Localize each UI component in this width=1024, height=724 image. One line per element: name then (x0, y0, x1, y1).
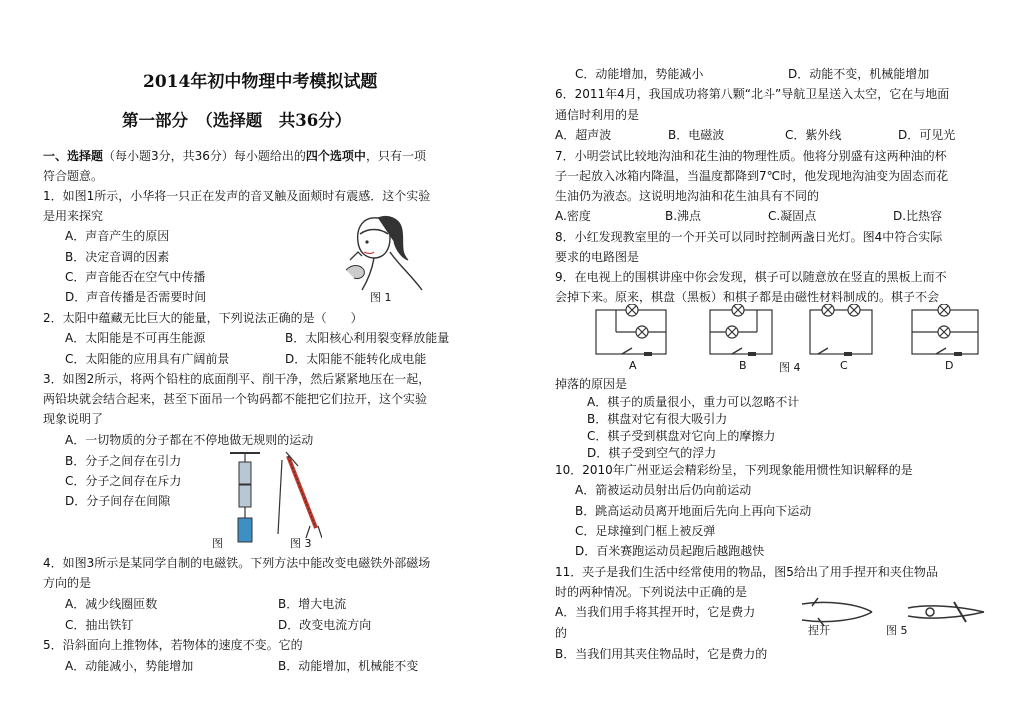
q9-stem: 9．在电视上的围棋讲座中你会发现，棋子可以随意放在竖直的黑板上而不 (555, 270, 947, 284)
figure-5-caption: 图 5 (886, 624, 908, 637)
q8-stem: 8．小红发现教室里的一个开关可以同时控制两盏日光灯。图4中符合实际 (555, 230, 943, 244)
q1-stem-2: 是用来探究 (43, 209, 104, 223)
section-cont: 符合题意。 (43, 169, 104, 183)
q9-stem-3: 掉落的原因是 (555, 377, 628, 391)
q7-option-b[interactable]: B.沸点 (665, 209, 702, 223)
q4-option-a[interactable]: A．减少线圈匝数 (65, 597, 158, 611)
q1-option-b[interactable]: B．决定音调的因素 (65, 250, 170, 264)
q4-stem: 4．如图3所示是某同学自制的电磁铁。下列方法中能改变电磁铁外部磁场 (43, 556, 431, 570)
q1-stem: 1．如图1所示，小华将一只正在发声的音叉触及面颊时有震感．这个实验 (43, 189, 431, 203)
q3-stem-3: 现象说明了 (43, 412, 104, 426)
q5-option-b[interactable]: B．动能增加，机械能不变 (278, 659, 419, 673)
q4-option-d[interactable]: D．改变电流方向 (278, 618, 372, 632)
figure-4-label-a: A (629, 359, 637, 372)
q7-stem: 7．小明尝试比较地沟油和花生油的物理性质。他将分别盛有这两种油的杯 (555, 149, 947, 163)
page-title: 2014年初中物理中考模拟试题 (143, 72, 378, 92)
q2-stem: 2．太阳中蕴藏无比巨大的能量，下列说法正确的是（ ） (43, 311, 363, 325)
q2-option-b[interactable]: B．太阳核心利用裂变释放能量 (285, 331, 450, 345)
part-title: 第一部分 （选择题 共36分） (122, 111, 352, 130)
q11-option-a[interactable]: A．当我们用手将其捏开时，它是费力 (555, 605, 756, 619)
q3-option-d[interactable]: D．分子间存在间隙 (65, 494, 171, 508)
q3-option-c[interactable]: C．分子之间存在斥力 (65, 474, 182, 488)
q6-option-c[interactable]: C．紫外线 (785, 128, 842, 142)
q1-option-a[interactable]: A．声音产生的原因 (65, 229, 170, 243)
q9-stem-2: 会掉下来。原来，棋盘（黑板）和棋子都是由磁性材料制成的。棋子不会 (555, 290, 940, 304)
figure-2-lead-cylinders (225, 448, 265, 548)
section-label: 一、选择题 (43, 149, 104, 163)
q1-option-c[interactable]: C．声音能否在空气中传播 (65, 270, 206, 284)
figure-4-caption: 图 4 (779, 361, 801, 374)
q1-option-d[interactable]: D．声音传播是否需要时间 (65, 290, 207, 304)
q11-option-b[interactable]: B．当我们用其夹住物品时，它是费力的 (555, 647, 768, 661)
q5-option-d[interactable]: D．动能不变，机械能增加 (788, 67, 930, 81)
q2-option-c[interactable]: C．太阳能的应用具有广阔前景 (65, 352, 230, 366)
q9-option-d[interactable]: D．棋子受到空气的浮力 (587, 446, 717, 460)
q10-stem: 10．2010年广州亚运会精彩纷呈，下列现象能用惯性知识解释的是 (555, 463, 913, 477)
q6-option-d[interactable]: D．可见光 (898, 128, 956, 142)
q7-option-c[interactable]: C.凝固点 (768, 209, 817, 223)
q7-stem-3: 生油仍为液态。这说明地沟油和花生油具有不同的 (555, 189, 820, 203)
q11-option-a-cont: 的 (555, 626, 568, 640)
q11-stem: 11．夹子是我们生活中经常使用的物品，图5给出了用手捏开和夹住物品 (555, 565, 938, 579)
q7-option-d[interactable]: D.比热容 (893, 209, 943, 223)
q10-option-a[interactable]: A．箭被运动员射出后仍向前运动 (575, 483, 752, 497)
q10-option-c[interactable]: C．足球撞到门框上被反弹 (575, 524, 716, 538)
q9-option-c[interactable]: C．棋子受到棋盘对它向上的摩擦力 (587, 429, 776, 443)
section-tail: ，只有一项 (365, 149, 426, 163)
q4-stem-2: 方向的是 (43, 576, 92, 590)
q4-option-c[interactable]: C．抽出铁钉 (65, 618, 134, 632)
figure-1-caption: 图 1 (370, 291, 392, 304)
figure-5-left-label: 捏开 (808, 624, 830, 637)
q3-option-a[interactable]: A．一切物质的分子都在不停地做无规则的运动 (65, 433, 314, 447)
section-bold: 四个选项中 (305, 149, 366, 163)
figure-1-girl-with-tuning-fork (338, 208, 428, 293)
q7-stem-2: 子一起放入冰箱内降温，当温度都降到7℃时，他发现地沟油变为固态而花 (555, 169, 949, 183)
figure-3-caption: 图 3 (290, 537, 312, 550)
q5-stem: 5．沿斜面向上推物体，若物体的速度不变。它的 (43, 638, 303, 652)
q3-stem-2: 两铅块就会结合起来，甚至下面吊一个钩码都不能把它们拉开，这个实验 (43, 392, 428, 406)
q5-option-c[interactable]: C．动能增加，势能减小 (575, 67, 704, 81)
q6-stem: 6．2011年4月，我国成功将第八颗“北斗”导航卫星送入太空，它在与地面 (555, 87, 950, 101)
figure-4-label-d: D (945, 359, 954, 372)
q3-option-b[interactable]: B．分子之间存在引力 (65, 454, 182, 468)
q7-option-a[interactable]: A.密度 (555, 209, 591, 223)
q8-stem-2: 要求的电路图是 (555, 250, 640, 264)
figure-4-label-b: B (739, 359, 747, 372)
figure-3-electromagnet (272, 448, 322, 543)
section-note: （每小题3分，共36分）每小题给出的 (103, 149, 306, 163)
q5-option-a[interactable]: A．动能减小，势能增加 (65, 659, 194, 673)
q2-option-a[interactable]: A．太阳能是不可再生能源 (65, 331, 206, 345)
q3-stem: 3．如图2所示，将两个铅柱的底面削平、削干净，然后紧紧地压在一起， (43, 372, 431, 386)
section-heading (43, 148, 426, 164)
q11-stem-2: 时的两种情况。下列说法中正确的是 (555, 585, 748, 599)
figure-4-label-c: C (840, 359, 848, 372)
q9-option-b[interactable]: B．棋盘对它有很大吸引力 (587, 412, 728, 426)
q6-option-a[interactable]: A．超声波 (555, 128, 612, 142)
q10-option-b[interactable]: B．跳高运动员离开地面后先向上再向下运动 (575, 504, 812, 518)
q2-option-d[interactable]: D．太阳能不能转化成电能 (285, 352, 427, 366)
q10-option-d[interactable]: D．百米赛跑运动员起跑后越跑越快 (575, 544, 765, 558)
q9-option-a[interactable]: A．棋子的质量很小，重力可以忽略不计 (587, 395, 800, 409)
figure-2-caption: 图 (212, 537, 223, 550)
q4-option-b[interactable]: B．增大电流 (278, 597, 347, 611)
q6-option-b[interactable]: B．电磁波 (668, 128, 725, 142)
q6-stem-2: 通信时利用的是 (555, 108, 640, 122)
